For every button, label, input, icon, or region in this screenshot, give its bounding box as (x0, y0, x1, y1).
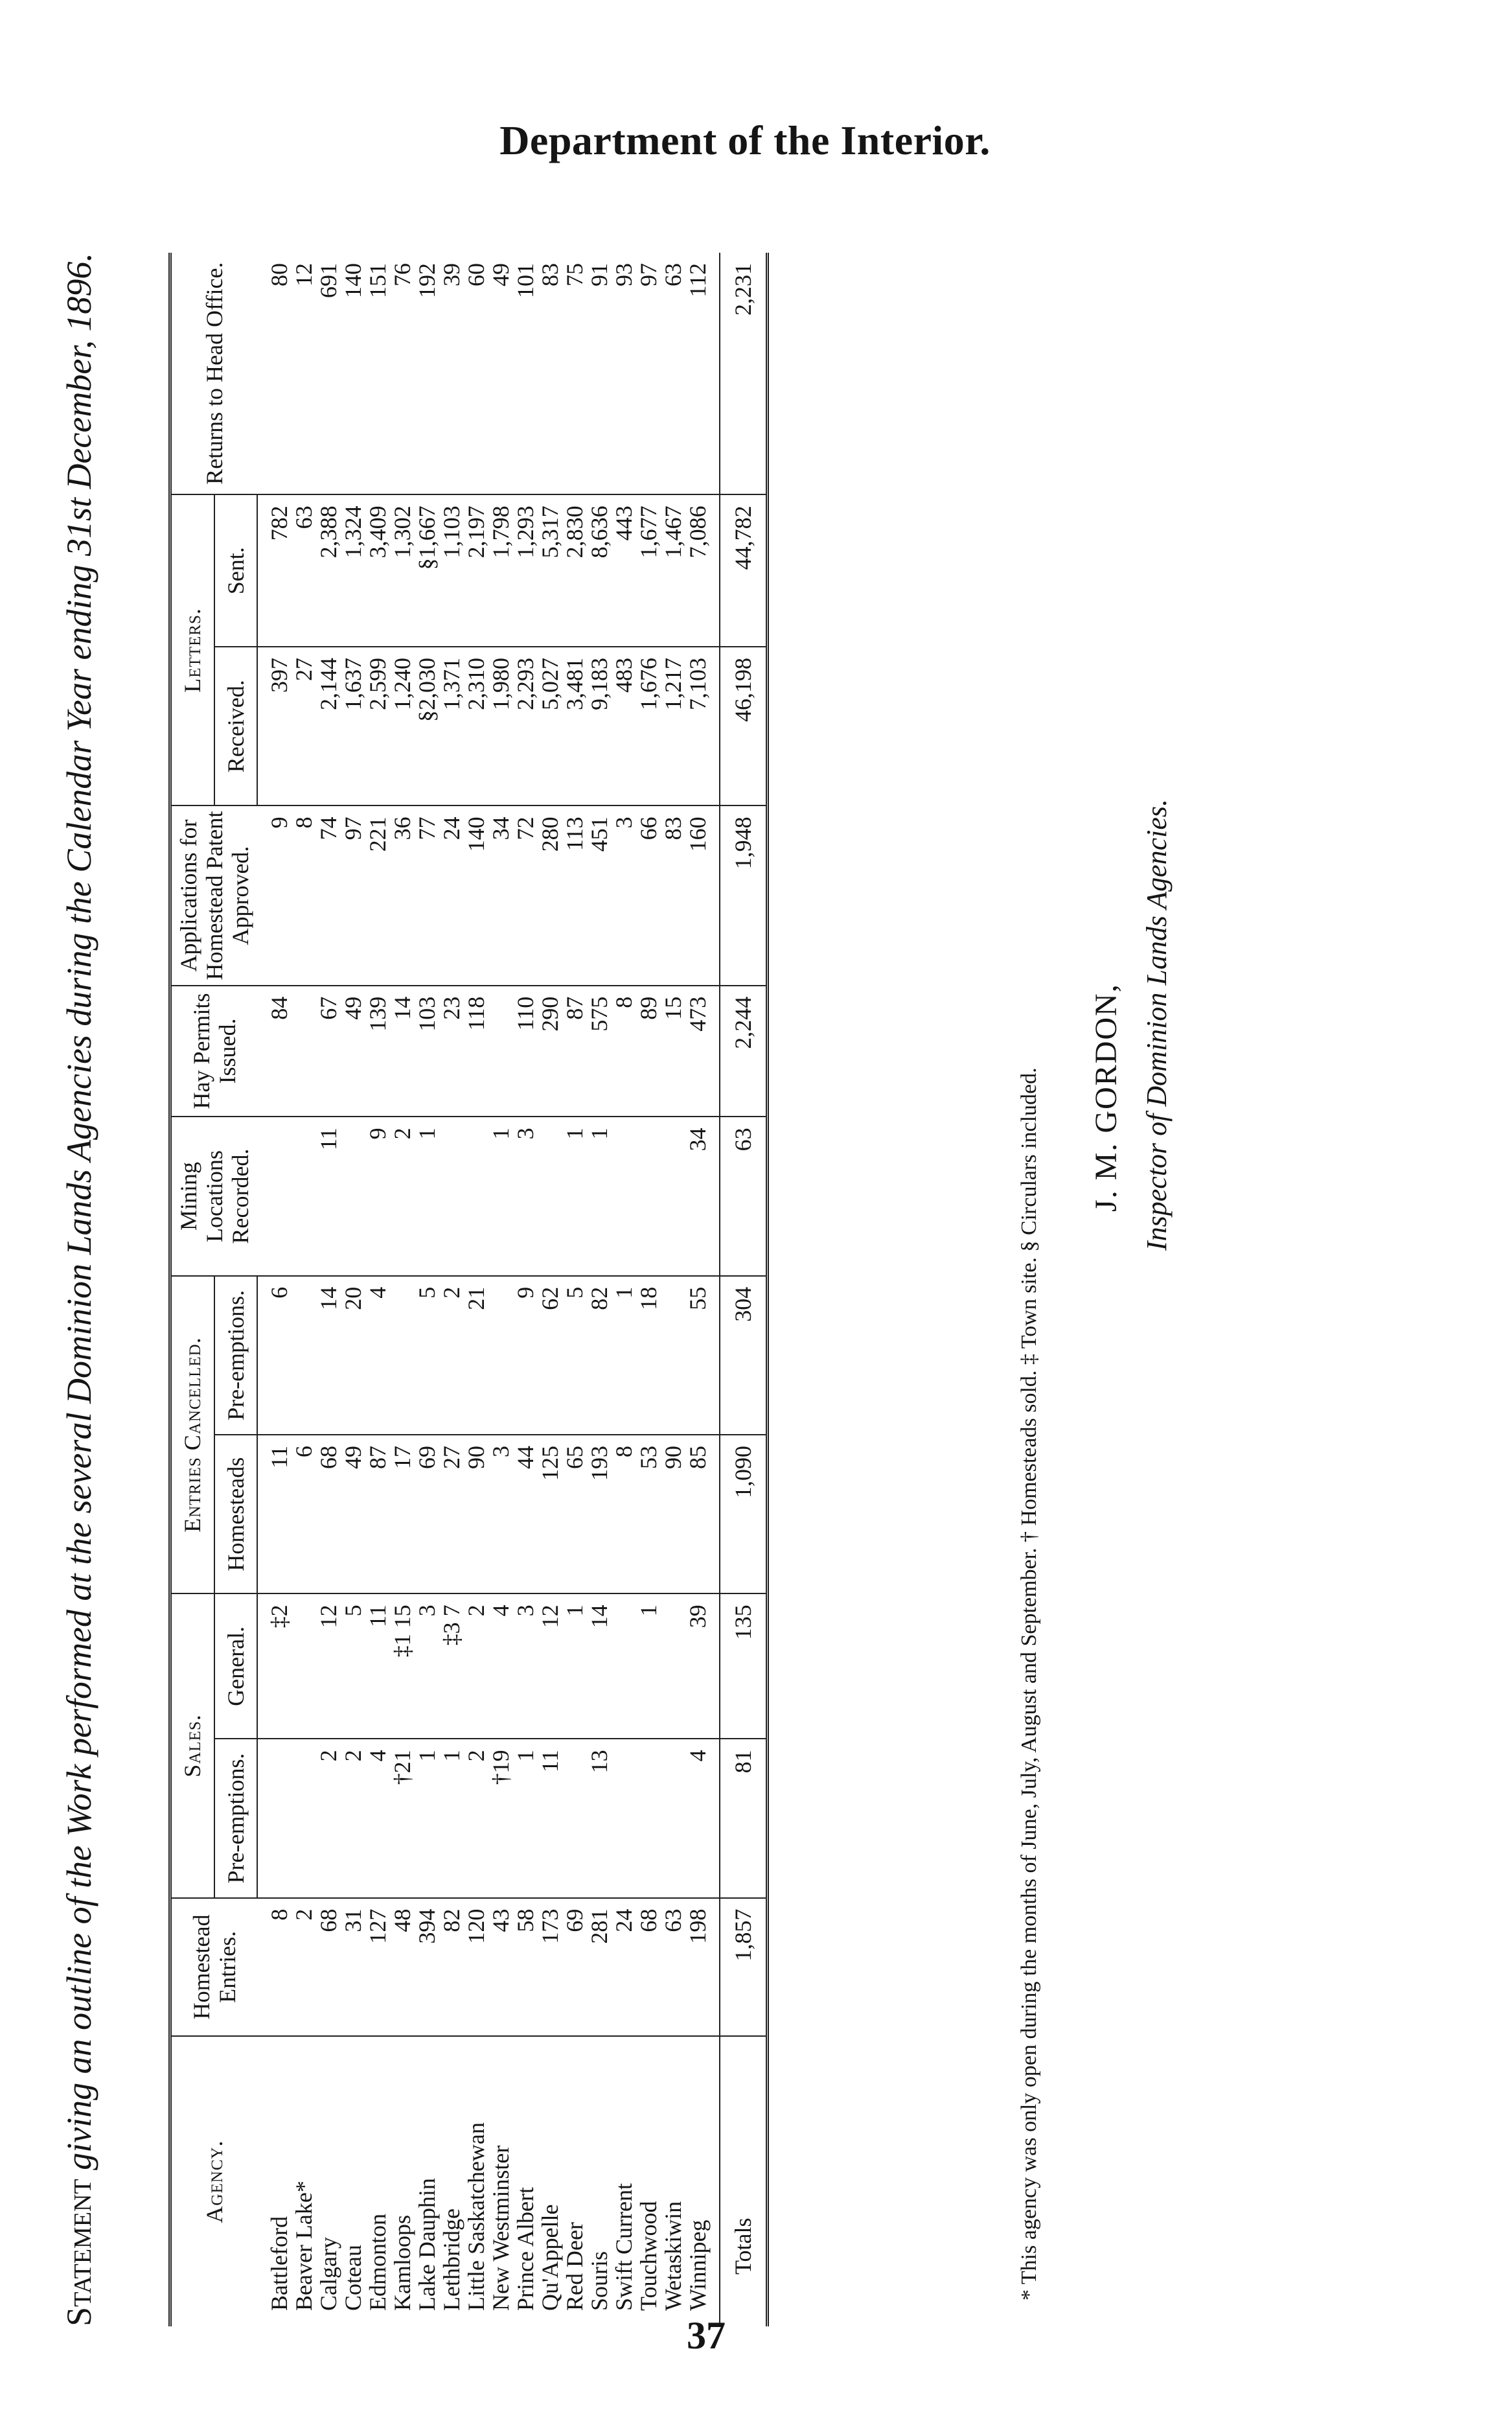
cell-patent: 451 (587, 805, 612, 985)
cell-hay: 49 (341, 986, 365, 1117)
cell-letters-received: 1,637 (341, 647, 365, 805)
table-row (341, 253, 365, 2326)
cell-hay: 139 (365, 986, 390, 1117)
cell-homestead-entries: 173 (538, 1898, 562, 2036)
cell-letters-sent: 63 (292, 494, 316, 647)
cell-sales-general: 4 (488, 1593, 513, 1739)
statement-lead: Statement (60, 2179, 98, 2326)
table-row (587, 253, 612, 2326)
cell-cancelled-homesteads: 90 (661, 1435, 685, 1593)
cell-hay: 23 (439, 986, 464, 1117)
cell-mining: 9 (365, 1117, 390, 1275)
cell-mining: 1 (415, 1117, 439, 1275)
cell-cancelled-pre-emptions: 82 (587, 1276, 612, 1435)
cell-returns: 101 (513, 253, 538, 494)
cell-agency: Battleford (266, 2216, 292, 2311)
cell-hay: 110 (513, 986, 538, 1117)
table-row (513, 253, 538, 2326)
col-agency: Agency. (170, 2036, 258, 2326)
cell-mining (636, 1117, 661, 1275)
cell-hay: 575 (587, 986, 612, 1117)
cell-returns: 97 (636, 253, 661, 494)
cell-sales-pre-emptions: 1 (513, 1739, 538, 1897)
col-mining-locations: Mining Locations Recorded. (170, 1117, 258, 1275)
cell-sales-pre-emptions (257, 1739, 292, 1897)
cell-letters-received: 2,293 (513, 647, 538, 805)
cell-mining: 3 (513, 1117, 538, 1275)
cell-sales-pre-emptions (636, 1739, 661, 1897)
cell-cancelled-homesteads: 65 (562, 1435, 587, 1593)
cell-patent: 9 (257, 805, 292, 985)
cell-cancelled-pre-emptions: 9 (513, 1276, 538, 1435)
cell-hay: 67 (316, 986, 341, 1117)
cell-patent: 113 (562, 805, 587, 985)
cell-sales-pre-emptions: 1 (439, 1739, 464, 1897)
cell-mining: 11 (316, 1117, 341, 1275)
cell-sales-general: 12 (316, 1593, 341, 1739)
col-sales: Sales. (170, 1593, 214, 1897)
totals-letters-sent: 44,782 (720, 494, 768, 647)
col-cancelled-homesteads: Homesteads (214, 1435, 257, 1593)
cell-homestead-entries: 48 (390, 1898, 415, 2036)
cell-agency: Qu'Appelle (537, 2204, 563, 2311)
col-letters-received: Received. (214, 647, 257, 805)
cell-letters-received: 1,980 (488, 647, 513, 805)
cell-agency: Coteau (340, 2245, 366, 2311)
cell-cancelled-pre-emptions (390, 1276, 415, 1435)
cell-letters-received: 2,599 (365, 647, 390, 805)
cell-cancelled-pre-emptions (488, 1276, 513, 1435)
cell-cancelled-pre-emptions: 55 (685, 1276, 720, 1435)
cell-patent: 221 (365, 805, 390, 985)
table-row (685, 253, 720, 2326)
cell-hay: 103 (415, 986, 439, 1117)
cell-agency: Lethbridge (439, 2208, 464, 2311)
cell-returns: 80 (257, 253, 292, 494)
cell-letters-sent: 3,409 (365, 494, 390, 647)
cell-sales-general: 1 (636, 1593, 661, 1739)
cell-returns: 140 (341, 253, 365, 494)
cell-returns: 93 (612, 253, 636, 494)
cell-homestead-entries: 43 (488, 1898, 513, 2036)
cell-sales-general (661, 1593, 685, 1739)
cell-patent: 8 (292, 805, 316, 985)
cell-hay: 473 (685, 986, 720, 1117)
cell-mining (538, 1117, 562, 1275)
cell-patent: 160 (685, 805, 720, 985)
cell-sales-general: 39 (685, 1593, 720, 1739)
table-row (415, 253, 439, 2326)
cell-sales-pre-emptions: †21 (390, 1739, 415, 1897)
cell-cancelled-homesteads: 44 (513, 1435, 538, 1593)
cell-returns: 91 (587, 253, 612, 494)
cell-agency: New Westminster (488, 2145, 514, 2311)
totals-returns: 2,231 (720, 253, 768, 494)
cell-patent: 24 (439, 805, 464, 985)
cell-mining (661, 1117, 685, 1275)
cell-sales-general: 14 (587, 1593, 612, 1739)
cell-letters-sent: 443 (612, 494, 636, 647)
cell-letters-received: 1,676 (636, 647, 661, 805)
cell-sales-pre-emptions: 1 (415, 1739, 439, 1897)
signature-title: Inspector of Dominion Lands Agencies. (1141, 798, 1173, 1251)
cell-returns: 60 (464, 253, 488, 494)
cell-cancelled-homesteads: 193 (587, 1435, 612, 1593)
cell-hay: 118 (464, 986, 488, 1117)
cell-mining: 1 (587, 1117, 612, 1275)
cell-hay: 8 (612, 986, 636, 1117)
statement-table (168, 253, 769, 2326)
cell-sales-pre-emptions: †19 (488, 1739, 513, 1897)
cell-cancelled-pre-emptions: 4 (365, 1276, 390, 1435)
cell-cancelled-pre-emptions: 14 (316, 1276, 341, 1435)
cell-cancelled-pre-emptions: 1 (612, 1276, 636, 1435)
cell-returns: 63 (661, 253, 685, 494)
cell-homestead-entries: 394 (415, 1898, 439, 2036)
cell-sales-general: 2 (464, 1593, 488, 1739)
cell-letters-sent: 1,467 (661, 494, 685, 647)
col-sales-general: General. (214, 1593, 257, 1739)
totals-hay: 2,244 (720, 986, 768, 1117)
cell-agency: Wetaskiwin (660, 2201, 686, 2311)
cell-patent: 36 (390, 805, 415, 985)
totals-label: Totals (720, 2036, 768, 2326)
cell-returns: 49 (488, 253, 513, 494)
cell-patent: 72 (513, 805, 538, 985)
cell-patent: 34 (488, 805, 513, 985)
cell-letters-received: 2,310 (464, 647, 488, 805)
cell-hay (488, 986, 513, 1117)
cell-letters-sent: 8,636 (587, 494, 612, 647)
cell-returns: 112 (685, 253, 720, 494)
cell-sales-pre-emptions (292, 1739, 316, 1897)
statement-title-text: giving an outline of the Work performed at the several Dominion Lands Agencies during the Calendar Year ending 31st December, 1896. (60, 253, 98, 2170)
cell-letters-sent: §1,667 (415, 494, 439, 647)
cell-homestead-entries: 58 (513, 1898, 538, 2036)
cell-sales-general: 3 (415, 1593, 439, 1739)
cell-letters-received: 483 (612, 647, 636, 805)
cell-cancelled-homesteads: 6 (292, 1435, 316, 1593)
cell-cancelled-homesteads: 87 (365, 1435, 390, 1593)
cell-letters-received: 27 (292, 647, 316, 805)
cell-letters-received: 9,183 (587, 647, 612, 805)
cell-letters-sent: 1,677 (636, 494, 661, 647)
cell-homestead-entries: 8 (257, 1898, 292, 2036)
cell-letters-sent: 1,103 (439, 494, 464, 647)
cell-returns: 151 (365, 253, 390, 494)
cell-sales-pre-emptions: 13 (587, 1739, 612, 1897)
cell-sales-pre-emptions: 4 (365, 1739, 390, 1897)
cell-patent: 140 (464, 805, 488, 985)
cell-agency: Prince Albert (512, 2187, 538, 2311)
cell-letters-sent: 782 (257, 494, 292, 647)
cell-sales-general: 5 (341, 1593, 365, 1739)
rotated-statement (58, 253, 1289, 2326)
cell-hay (292, 986, 316, 1117)
col-entries-cancelled: Entries Cancelled. (170, 1276, 214, 1594)
cell-mining (612, 1117, 636, 1275)
cell-homestead-entries: 63 (661, 1898, 685, 2036)
footnote: * This agency was only open during the months of June, July, August and September. † Homesteads sold. ‡ Town site. § Circulars included. (1017, 1067, 1041, 2300)
cell-cancelled-pre-emptions: 18 (636, 1276, 661, 1435)
cell-homestead-entries: 68 (316, 1898, 341, 2036)
totals-mining: 63 (720, 1117, 768, 1275)
cell-letters-received: 2,144 (316, 647, 341, 805)
page-number: 37 (687, 2314, 726, 2357)
cell-sales-pre-emptions: 11 (538, 1739, 562, 1897)
table-row (316, 253, 341, 2326)
cell-sales-pre-emptions: 2 (464, 1739, 488, 1897)
col-sales-pre-emptions: Pre-emptions. (214, 1739, 257, 1897)
cell-patent: 97 (341, 805, 365, 985)
cell-letters-received: 397 (257, 647, 292, 805)
cell-letters-received: 1,371 (439, 647, 464, 805)
cell-patent: 74 (316, 805, 341, 985)
table-row (365, 253, 390, 2326)
cell-sales-general: ‡3 7 (439, 1593, 464, 1739)
cell-sales-general: 12 (538, 1593, 562, 1739)
cell-letters-received: 1,240 (390, 647, 415, 805)
cell-patent: 66 (636, 805, 661, 985)
cell-returns: 192 (415, 253, 439, 494)
cell-cancelled-pre-emptions: 62 (538, 1276, 562, 1435)
col-hay-permits: Hay Permits Issued. (170, 986, 258, 1117)
cell-mining (439, 1117, 464, 1275)
table-row (636, 253, 661, 2326)
cell-patent: 83 (661, 805, 685, 985)
cell-homestead-entries: 82 (439, 1898, 464, 2036)
cell-hay: 84 (257, 986, 292, 1117)
cell-hay: 14 (390, 986, 415, 1117)
cell-letters-sent: 2,388 (316, 494, 341, 647)
cell-cancelled-homesteads: 90 (464, 1435, 488, 1593)
cell-patent: 280 (538, 805, 562, 985)
table-row (464, 253, 488, 2326)
cell-cancelled-homesteads: 125 (538, 1435, 562, 1593)
cell-agency: Swift Current (611, 2183, 637, 2311)
cell-cancelled-homesteads: 53 (636, 1435, 661, 1593)
cell-agency: Winnipeg (685, 2219, 711, 2311)
col-returns: Returns to Head Office. (170, 253, 258, 494)
cell-letters-received: 7,103 (685, 647, 720, 805)
cell-returns: 75 (562, 253, 587, 494)
cell-mining (292, 1117, 316, 1275)
cell-cancelled-pre-emptions: 6 (257, 1276, 292, 1435)
cell-agency: Red Deer (562, 2222, 588, 2311)
totals-cancelled-pre-emptions: 304 (720, 1276, 768, 1435)
cell-sales-general: ‡2 (257, 1593, 292, 1739)
table-row (390, 253, 415, 2326)
cell-agency: Beaver Lake* (291, 2181, 317, 2311)
table-row (439, 253, 464, 2326)
cell-sales-pre-emptions (612, 1739, 636, 1897)
cell-cancelled-pre-emptions: 5 (415, 1276, 439, 1435)
cell-cancelled-pre-emptions (661, 1276, 685, 1435)
cell-homestead-entries: 24 (612, 1898, 636, 2036)
cell-homestead-entries: 127 (365, 1898, 390, 2036)
cell-cancelled-homesteads: 3 (488, 1435, 513, 1593)
cell-cancelled-homesteads: 11 (257, 1435, 292, 1593)
cell-letters-sent: 1,798 (488, 494, 513, 647)
cell-mining: 34 (685, 1117, 720, 1275)
cell-cancelled-homesteads: 49 (341, 1435, 365, 1593)
cell-returns: 691 (316, 253, 341, 494)
cell-letters-sent: 2,830 (562, 494, 587, 647)
cell-cancelled-pre-emptions (292, 1276, 316, 1435)
cell-letters-sent: 1,324 (341, 494, 365, 647)
col-homestead-entries: Homestead Entries. (170, 1898, 258, 2036)
cell-cancelled-homesteads: 17 (390, 1435, 415, 1593)
cell-mining (257, 1117, 292, 1275)
cell-agency: Calgary (315, 2237, 341, 2311)
table-row (612, 253, 636, 2326)
cell-agency: Kamloops (389, 2215, 415, 2311)
totals-homestead-entries: 1,857 (720, 1898, 768, 2036)
cell-letters-sent: 5,317 (538, 494, 562, 647)
cell-letters-sent: 2,197 (464, 494, 488, 647)
cell-homestead-entries: 198 (685, 1898, 720, 2036)
table-row (538, 253, 562, 2326)
cell-patent: 3 (612, 805, 636, 985)
cell-hay: 290 (538, 986, 562, 1117)
table-row (562, 253, 587, 2326)
cell-cancelled-homesteads: 69 (415, 1435, 439, 1593)
cell-sales-pre-emptions: 4 (685, 1739, 720, 1897)
table-row (292, 253, 316, 2326)
cell-mining: 1 (562, 1117, 587, 1275)
cell-homestead-entries: 31 (341, 1898, 365, 2036)
cell-homestead-entries: 120 (464, 1898, 488, 2036)
cell-cancelled-homesteads: 27 (439, 1435, 464, 1593)
cell-sales-pre-emptions: 2 (341, 1739, 365, 1897)
cell-agency: Lake Dauphin (414, 2178, 440, 2311)
cell-sales-general: 1 (562, 1593, 587, 1739)
cell-sales-general: 11 (365, 1593, 390, 1739)
cell-returns: 12 (292, 253, 316, 494)
table-row (488, 253, 513, 2326)
signature-name: J. M. GORDON, (1089, 983, 1123, 1212)
totals-sales-general: 135 (720, 1593, 768, 1739)
cell-sales-general: 3 (513, 1593, 538, 1739)
cell-letters-sent: 1,302 (390, 494, 415, 647)
cell-sales-general: ‡1 15 (390, 1593, 415, 1739)
cell-homestead-entries: 281 (587, 1898, 612, 2036)
totals-sales-pre-emptions: 81 (720, 1739, 768, 1897)
cell-returns: 39 (439, 253, 464, 494)
cell-letters-received: 3,481 (562, 647, 587, 805)
col-cancelled-pre-emptions: Pre-emptions. (214, 1276, 257, 1435)
cell-cancelled-homesteads: 68 (316, 1435, 341, 1593)
cell-cancelled-pre-emptions: 2 (439, 1276, 464, 1435)
table-row (257, 253, 292, 2326)
cell-sales-pre-emptions (562, 1739, 587, 1897)
cell-returns: 76 (390, 253, 415, 494)
cell-hay: 89 (636, 986, 661, 1117)
cell-patent: 77 (415, 805, 439, 985)
cell-cancelled-pre-emptions: 20 (341, 1276, 365, 1435)
statement-title (58, 253, 100, 2326)
statement-table-wrap (168, 253, 769, 2326)
cell-agency: Souris (586, 2251, 612, 2311)
col-letters: Letters. (170, 494, 214, 805)
cell-cancelled-homesteads: 8 (612, 1435, 636, 1593)
cell-mining (464, 1117, 488, 1275)
table-row (661, 253, 685, 2326)
cell-letters-received: §2,030 (415, 647, 439, 805)
col-patent-applications: Applications for Homestead Patent Approved. (170, 805, 258, 985)
cell-homestead-entries: 2 (292, 1898, 316, 2036)
cell-agency: Little Saskatchewan (463, 2122, 489, 2311)
cell-mining: 1 (488, 1117, 513, 1275)
cell-hay: 15 (661, 986, 685, 1117)
cell-sales-pre-emptions (661, 1739, 685, 1897)
statement-rows (257, 253, 720, 2326)
cell-homestead-entries: 69 (562, 1898, 587, 2036)
cell-cancelled-pre-emptions: 5 (562, 1276, 587, 1435)
totals-cancelled-homesteads: 1,090 (720, 1435, 768, 1593)
cell-sales-general (612, 1593, 636, 1739)
department-heading: Department of the Interior. (499, 117, 991, 163)
cell-letters-received: 1,217 (661, 647, 685, 805)
cell-agency: Edmonton (365, 2214, 391, 2311)
cell-letters-sent: 7,086 (685, 494, 720, 647)
col-letters-sent: Sent. (214, 494, 257, 647)
cell-cancelled-homesteads: 85 (685, 1435, 720, 1593)
cell-sales-pre-emptions: 2 (316, 1739, 341, 1897)
totals-letters-received: 46,198 (720, 647, 768, 805)
totals-row (720, 253, 768, 2326)
cell-agency: Touchwood (636, 2201, 661, 2311)
cell-mining (341, 1117, 365, 1275)
cell-homestead-entries: 68 (636, 1898, 661, 2036)
cell-sales-general (292, 1593, 316, 1739)
cell-cancelled-pre-emptions: 21 (464, 1276, 488, 1435)
cell-mining: 2 (390, 1117, 415, 1275)
cell-hay: 87 (562, 986, 587, 1117)
cell-letters-received: 5,027 (538, 647, 562, 805)
cell-letters-sent: 1,293 (513, 494, 538, 647)
totals-patent: 1,948 (720, 805, 768, 985)
cell-returns: 83 (538, 253, 562, 494)
